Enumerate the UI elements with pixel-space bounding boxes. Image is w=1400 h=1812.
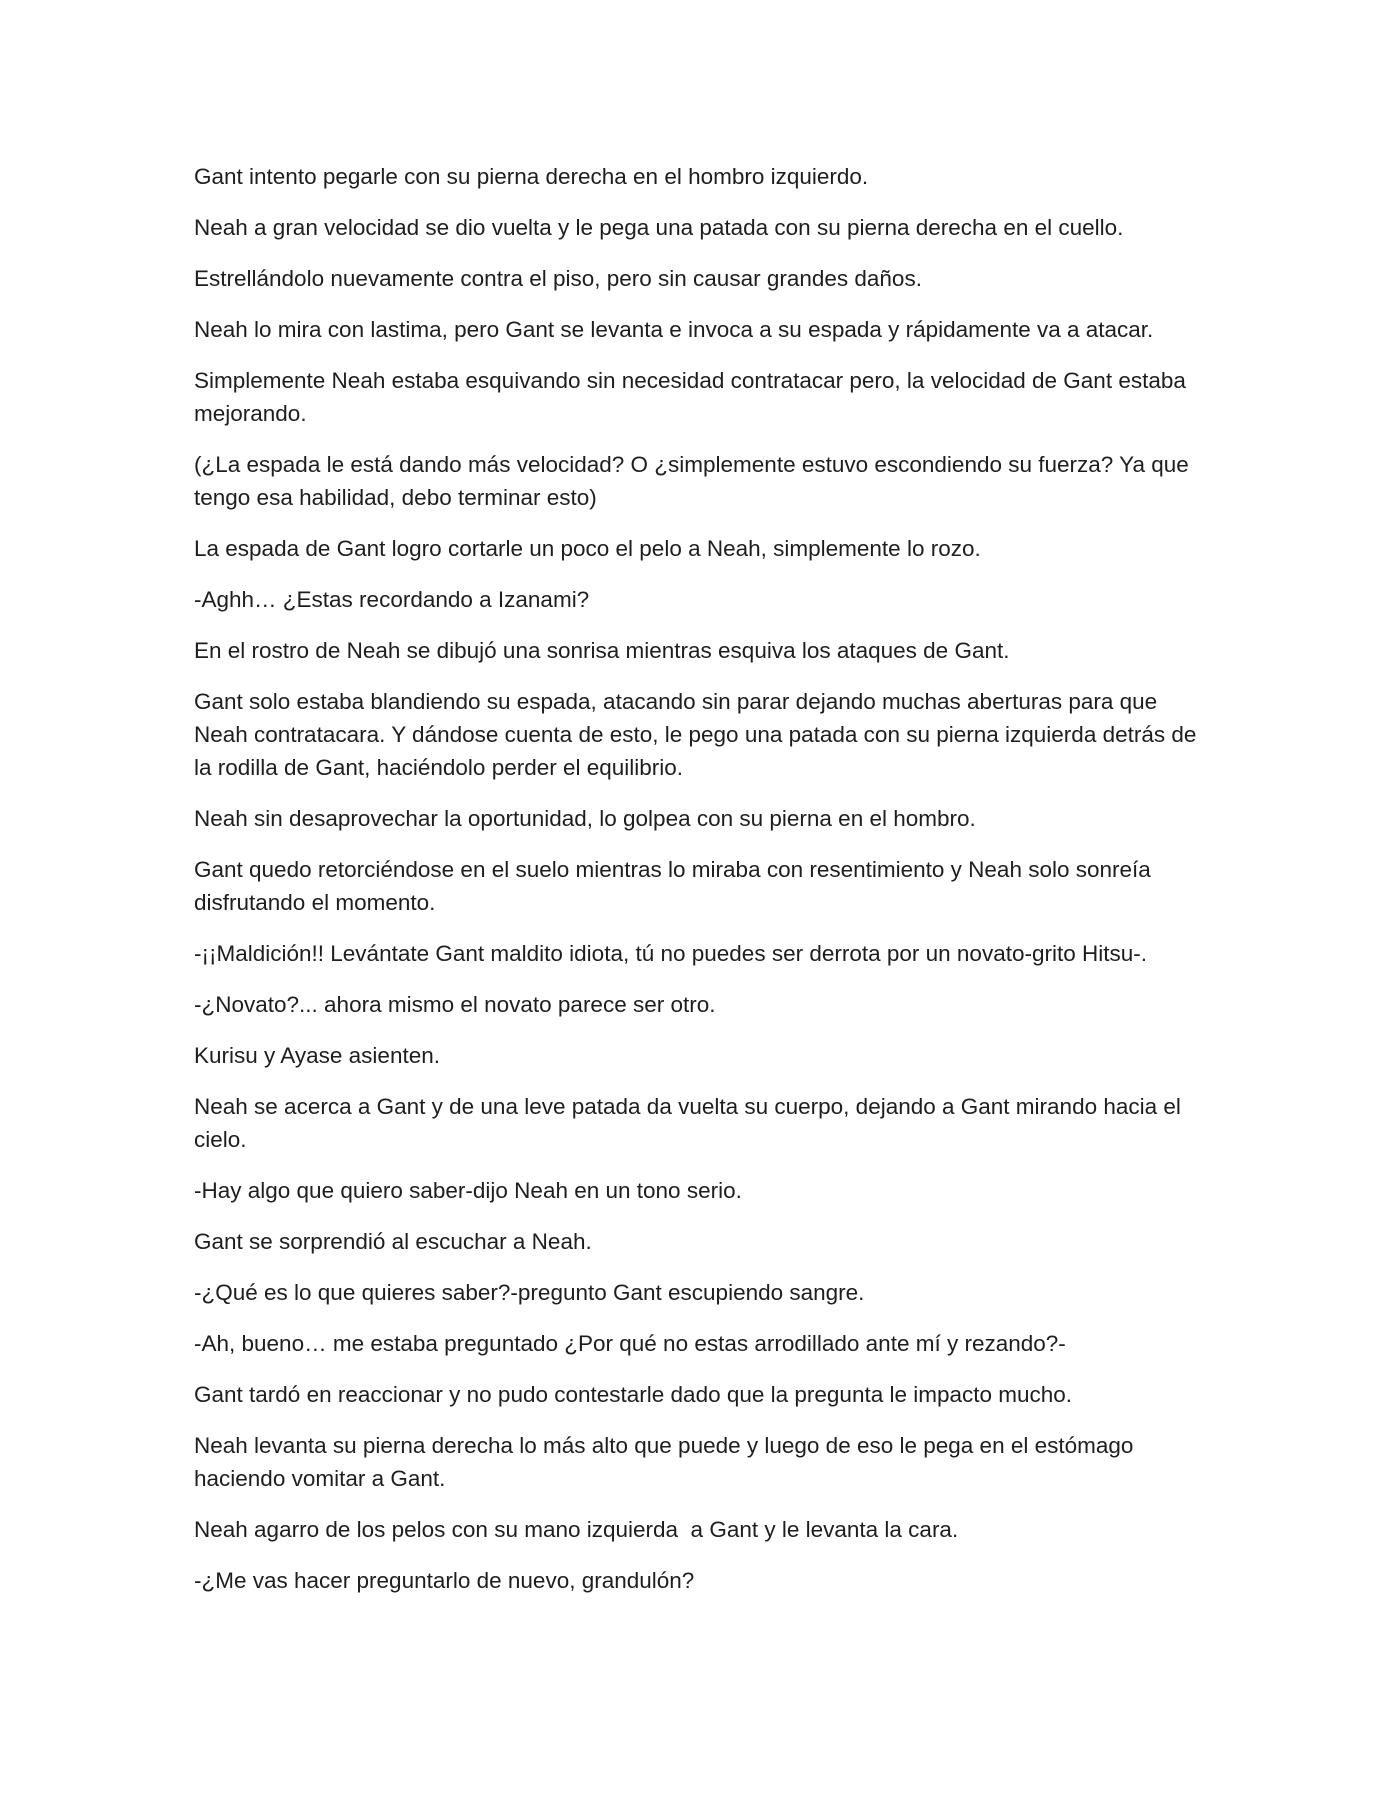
paragraph: Neah agarro de los pelos con su mano izquierda a Gant y le levanta la cara. — [194, 1517, 959, 1542]
paragraph: Neah sin desaprovechar la oportunidad, lo golpea con su pierna en el hombro. — [194, 806, 976, 831]
paragraph: Gant tardó en reaccionar y no pudo contestarle dado que la pregunta le impacto mucho. — [194, 1382, 1073, 1407]
paragraph: Simplemente Neah estaba esquivando sin necesidad contratacar pero, la velocidad de Gant estaba mejorando. — [194, 368, 1193, 426]
paragraph: Neah lo mira con lastima, pero Gant se levanta e invoca a su espada y rápidamente va a atacar. — [194, 317, 1154, 342]
paragraph: (¿La espada le está dando más velocidad? O ¿simplemente estuvo escondiendo su fuerza? Ya que tengo esa habilidad, debo terminar esto) — [194, 452, 1196, 510]
paragraph: Estrellándolo nuevamente contra el piso, pero sin causar grandes daños. — [194, 266, 922, 291]
paragraph: -¿Me vas hacer preguntarlo de nuevo, grandulón? — [194, 1568, 695, 1593]
paragraph: En el rostro de Neah se dibujó una sonrisa mientras esquiva los ataques de Gant. — [194, 638, 1010, 663]
paragraph: Gant intento pegarle con su pierna derecha en el hombro izquierdo. — [194, 164, 869, 189]
paragraph: Neah a gran velocidad se dio vuelta y le pega una patada con su pierna derecha en el cuello. — [194, 215, 1124, 240]
paragraph: Neah se acerca a Gant y de una leve patada da vuelta su cuerpo, dejando a Gant mirando hacia el cielo. — [194, 1094, 1188, 1152]
paragraph: -Aghh… ¿Estas recordando a Izanami? — [194, 587, 590, 612]
paragraph: Gant quedo retorciéndose en el suelo mientras lo miraba con resentimiento y Neah solo sonreía disfrutando el momento. — [194, 857, 1158, 915]
document-body — [194, 160, 1214, 1615]
paragraph: -¡¡Maldición!! Levántate Gant maldito idiota, tú no puedes ser derrota por un novato-grito Hitsu-. — [194, 941, 1147, 966]
paragraph: Kurisu y Ayase asienten. — [194, 1043, 440, 1068]
paragraph: Neah levanta su pierna derecha lo más alto que puede y luego de eso le pega en el estómago haciendo vomitar a Gant. — [194, 1433, 1140, 1491]
paragraph: -Hay algo que quiero saber-dijo Neah en un tono serio. — [194, 1178, 742, 1203]
paragraph: -¿Qué es lo que quieres saber?-pregunto Gant escupiendo sangre. — [194, 1280, 865, 1305]
paragraph: -¿Novato?... ahora mismo el novato parece ser otro. — [194, 992, 716, 1017]
paragraph: -Ah, bueno… me estaba preguntado ¿Por qué no estas arrodillado ante mí y rezando?- — [194, 1331, 1066, 1356]
paragraph: Gant solo estaba blandiendo su espada, atacando sin parar dejando muchas aberturas para que Neah contratacara. Y dándose cuenta de esto, le pego una patada con su pierna izquierda detrás de la rodilla de Gant, haciéndolo perder el equilibrio. — [194, 689, 1203, 780]
paragraph: La espada de Gant logro cortarle un poco el pelo a Neah, simplemente lo rozo. — [194, 536, 981, 561]
paragraph: Gant se sorprendió al escuchar a Neah. — [194, 1229, 592, 1254]
